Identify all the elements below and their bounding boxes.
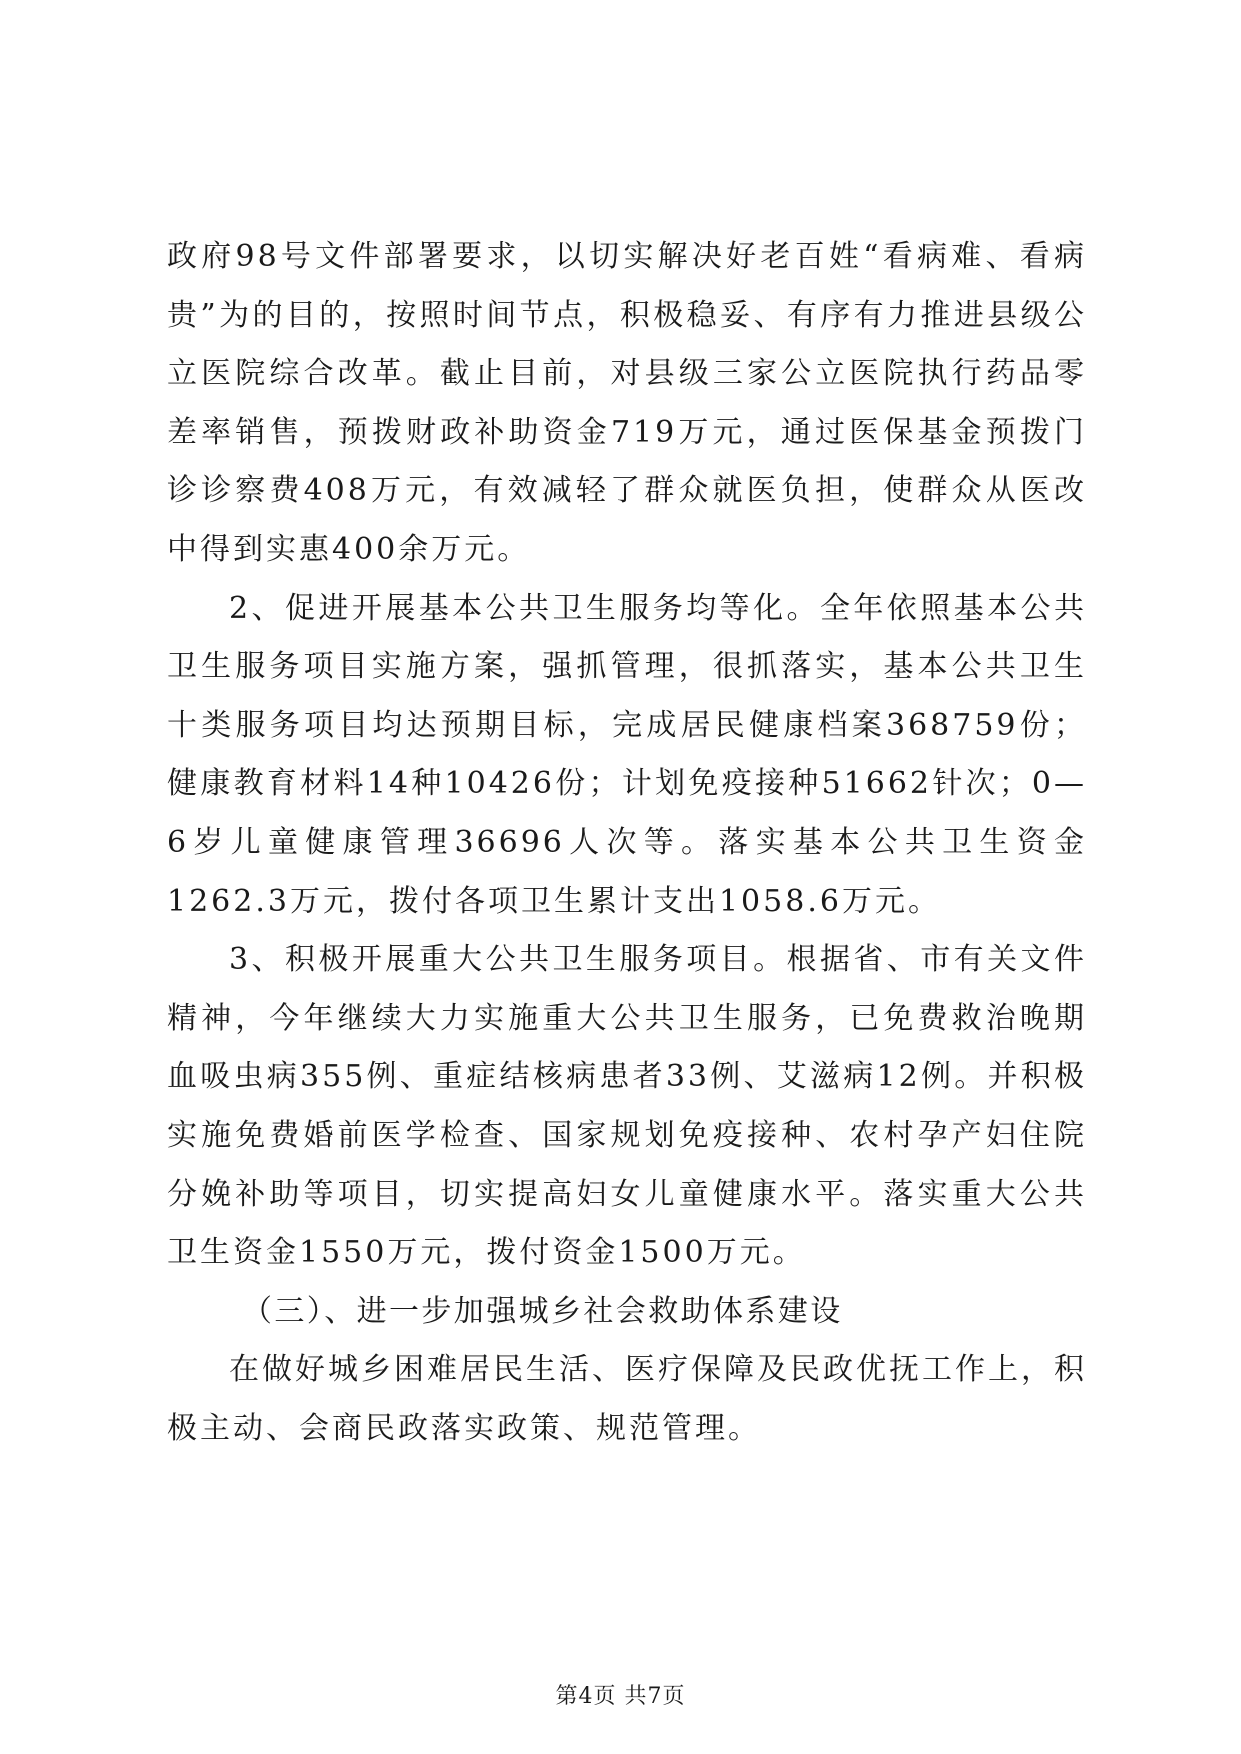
paragraph-continuation: 政府98号文件部署要求，以切实解决好老百姓“看病难、看病贵”为的目的，按照时间节点，积极稳妥、有序有力推进县级公立医院综合改革。截止目前，对县级三家公立医院执行药品零差率销售，预拨财政补助资金719万元，通过医保基金预拨门诊诊察费408万元，有效减轻了群众就医负担，使群众从医改中得到实惠400余万元。 — [167, 239, 1087, 567]
paragraph-basic-public-health: 2、促进开展基本公共卫生服务均等化。全年依照基本公共卫生服务项目实施方案，强抓管理，很抓落实，基本公共卫生十类服务项目均达预期目标，完成居民健康档案368759份；健康教育材料14种10426份；计划免疫接种51662针次；0—6岁儿童健康管理36696人次等。落实基本公共卫生资金1262.3万元，拨付各项卫生累计支出1058.6万元。 — [167, 590, 1087, 919]
page-footer: 第4页 共7页 — [555, 1684, 686, 1709]
document-body — [167, 228, 1087, 1458]
paragraph-social-assistance: 在做好城乡困难居民生活、医疗保障及民政优抚工作上，积极主动、会商民政落实政策、规范管理。 — [167, 1352, 1087, 1446]
paragraph-major-public-health: 3、积极开展重大公共卫生服务项目。根据省、市有关文件精神，今年继续大力实施重大公共卫生服务，已免费救治晚期血吸虫病355例、重症结核病患者33例、艾滋病12例。并积极实施免费婚前医学检查、国家规划免疫接种、农村孕产妇住院分娩补助等项目，切实提高妇女儿童健康水平。落实重大公共卫生资金1550万元，拨付资金1500万元。 — [167, 942, 1087, 1271]
section-heading-social-assistance: （三）、进一步加强城乡社会救助体系建设 — [242, 1293, 843, 1329]
